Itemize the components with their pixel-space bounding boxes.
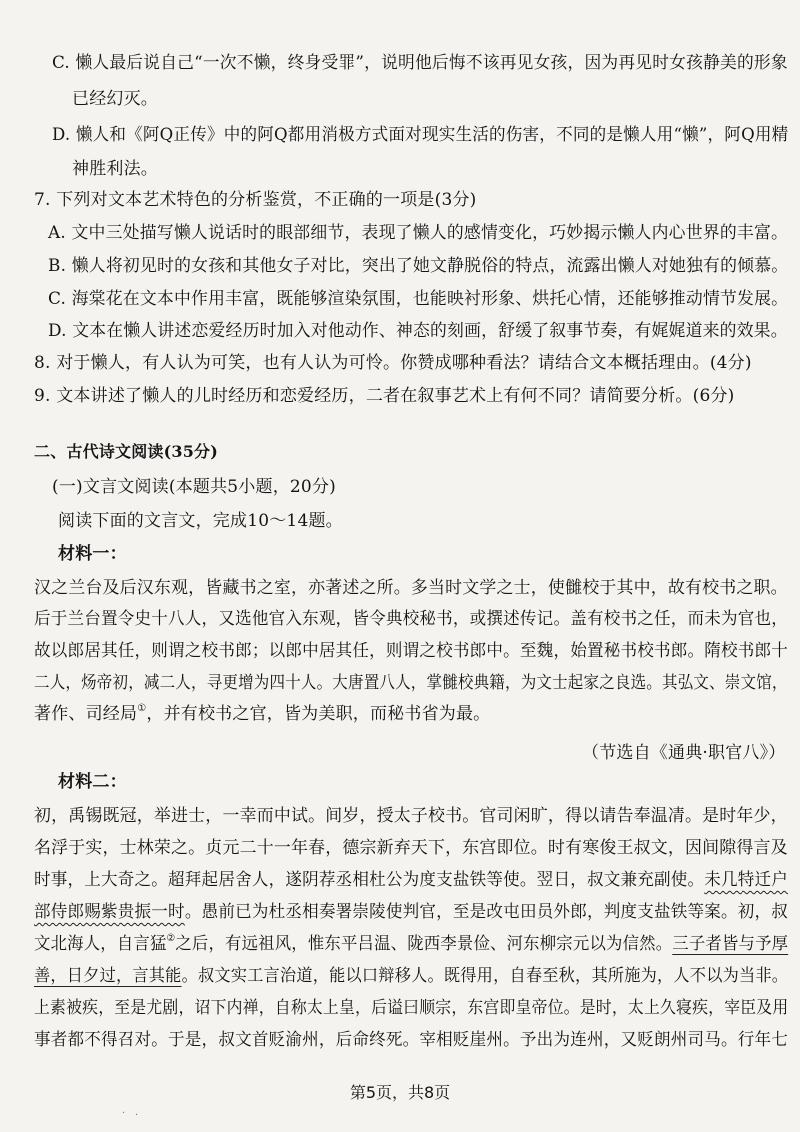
material-2-text: 文北海人，自言猛	[34, 934, 167, 954]
material-1-title: 材料一：	[58, 544, 127, 564]
material-2-text: 之后，有远祖风，惟东平吕温、陇西李景俭、河东柳宗元以为信然。	[175, 934, 673, 954]
material-2-line	[34, 965, 788, 987]
question-7-option-c: C. 海棠花在文本中作用丰富，既能够渲染氛围，也能映衬形象、烘托心情，还能够推动情节发展。	[48, 289, 789, 309]
material-1-line: 后于兰台置令史十八人，又选他官入东观，皆令典校秘书，或撰述传记。盖有校书之任，而未为官也，	[34, 609, 789, 629]
material-2-line	[34, 869, 788, 891]
question-7-option-b: B. 懒人将初见时的女孩和其他女子对比，突出了她文静脱俗的特点，流露出懒人对她独有的倾慕。	[48, 256, 789, 276]
question-7-option-a: A. 文中三处描写懒人说话时的眼部细节，表现了懒人的感情变化，巧妙揭示懒人内心世界的丰富。	[48, 223, 789, 243]
material-1-line: 二人，炀帝初，减二人，寻更增为四十人。大唐置八人，掌雠校典籍，为文士起家之良选。其弘文、崇文馆，	[34, 673, 788, 693]
instruction: 阅读下面的文言文，完成10～14题。	[58, 511, 343, 531]
scan-speck: ·	[135, 1110, 139, 1121]
material-2-text: 。愚前已为杜丞相奏署崇陵使判官，至是改屯田员外郎，判度支盐铁等案。初，叔	[184, 902, 789, 922]
material-2-title: 材料二：	[58, 772, 127, 792]
option-d-line2: 神胜利法。	[72, 159, 158, 179]
material-1-line: 汉之兰台及后汉东观，皆藏书之室，亦著述之所。多当时文学之士，使雠校于其中，故有校书之职。	[34, 578, 788, 598]
material-2-text: 时事，上大奇之。超拜起居舍人，遂阴荐丞相杜公为度支盐铁等使。翌日，叔文兼充副使。	[34, 870, 705, 890]
material-2-line: 名浮于实，士林荣之。贞元二十一年春，德宗新弃天下，东宫即位。时有寒俊王叔文，因间隙得言及	[34, 838, 788, 858]
material-1-source: （节选自《通典·职官八》）	[582, 743, 786, 763]
material-2-line: 初，禹锡既冠，举进士，一幸而中试。间岁，授太子校书。官司闲旷，得以请告奉温凊。是时年少，	[34, 806, 788, 826]
question-9: 9. 文本讲述了懒人的儿时经历和恋爱经历，二者在叙事艺术上有何不同？请简要分析。(6分)	[34, 386, 735, 406]
footnote-1-marker: ①	[137, 703, 147, 714]
question-8: 8. 对于懒人，有人认为可笑，也有人认为可怜。你赞成哪种看法？请结合文本概括理由。(4分)	[34, 353, 752, 373]
material-2-line	[34, 933, 788, 955]
wavy-underlined-text: 部侍郎赐紫贵振一时	[34, 902, 185, 922]
option-d-line1: D. 懒人和《阿Q正传》中的阿Q都用消极方式面对现实生活的伤害，不同的是懒人用“懒”，阿Q用精	[52, 125, 789, 145]
question-7-stem: 7. 下列对文本艺术特色的分析鉴赏，不正确的一项是(3分)	[34, 190, 477, 210]
material-2-line	[34, 901, 788, 923]
material-1-line: 故以郎居其任，则谓之校书郎；以郎中居其任，则谓之校书郎中。至魏，始置秘书校书郎。隋校书郎十	[34, 641, 789, 661]
footnote-2-marker: ②	[166, 933, 176, 944]
underlined-text: 三子者皆与予厚	[672, 934, 789, 954]
material-1-line	[34, 703, 490, 725]
option-c-line1: C. 懒人最后说自己“一次不懒，终身受罪”，说明他后悔不该再见女孩，因为再见时女孩静美的形象	[52, 53, 788, 73]
option-c-line2: 已经幻灭。	[72, 89, 158, 109]
wavy-underlined-text: 未几特迁户	[704, 870, 789, 890]
page-number: 第5页，共8页	[349, 1083, 451, 1102]
material-2-text: 。叔文实工言治道，能以口辩移人。既得用，自春至秋，其所施为，人不以为当非。	[181, 966, 789, 986]
section-title: 二、古代诗文阅读(35分)	[34, 442, 219, 461]
subsection-title: (一)文言文阅读(本题共5小题，20分)	[52, 477, 336, 497]
question-7-option-d: D. 文本在懒人讲述恋爱经历时加入对他动作、神态的刻画，舒缓了叙事节奏，有娓娓道来的效果。	[48, 321, 788, 341]
scan-speck: ·	[122, 1108, 126, 1119]
material-1-text: 著作、司经局	[34, 704, 138, 724]
underlined-text: 善，日夕过，言其能	[34, 966, 182, 986]
material-2-line: 事者都不得召对。于是，叔文首贬渝州，后命终死。宰相贬崖州。予出为连州，又贬朗州司马。行年七	[34, 1030, 789, 1050]
material-2-line: 上素被疾，至是尤剧，诏下内禅，自称太上皇，后谥曰顺宗，东宫即皇帝位。是时，太上久寝疾，宰臣及用	[34, 998, 789, 1018]
material-1-text: ，并有校书之官，皆为美职，而秘书省为最。	[146, 704, 491, 724]
